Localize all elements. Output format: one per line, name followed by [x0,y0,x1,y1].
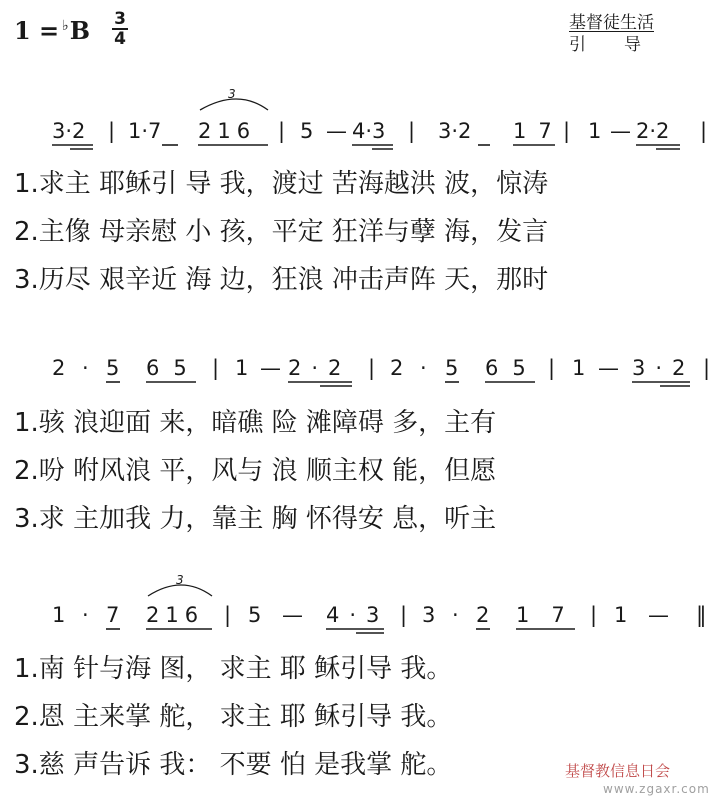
dash: — [282,603,303,627]
final-barline: ‖ [696,603,707,627]
note: 1 [572,356,586,380]
lyric-verse-1-line-2: 1.骇 浪迎面 来，暗礁 险 滩障碍 多，主有 [14,408,497,438]
barline: | [408,119,416,143]
note-group: 3·2 [438,119,472,143]
note: 2 [390,356,404,380]
lyric-verse-2-line-3: 2.恩 主来掌 舵， 求主 耶 稣引导 我。 [14,702,453,732]
notation-line-3 [52,573,707,633]
barline: | [108,119,116,143]
key-signature: 1 = ♭B [14,16,91,45]
notation-line-1 [52,87,707,149]
dash: — [610,119,631,143]
lyric-verse-1-line-3: 1.南 针与海 图， 求主 耶 稣引导 我。 [14,654,453,684]
note-group: 1·7 [128,119,162,143]
note: 5 [106,356,120,380]
note-group: 216 [146,603,205,627]
barline: | [368,356,376,380]
lyric-verse-2-line-1: 2.主像 母亲慰 小 孩，平定 狂洋与孽 海，发言 [14,217,549,247]
barline: | [400,603,408,627]
credit-role: 引导 [569,35,679,55]
watermark-text: 基督教信息日会 [565,762,671,780]
note: 2 [52,356,66,380]
note: 3 [422,603,436,627]
lyric-verse-3-line-1: 3.历尽 艰辛近 海 边，狂浪 冲击声阵 天，那时 [14,265,549,295]
note: 1 [588,119,602,143]
barline: | [563,119,571,143]
dot: · [420,356,427,380]
note-group: 4·3 [352,119,386,143]
note: 7 [106,603,120,627]
note: 2 [476,603,490,627]
barline: | [590,603,598,627]
time-signature: 3 4 [112,10,128,48]
note-group: 65 [485,356,540,380]
dash: — [326,119,347,143]
note: 1 [52,603,66,627]
song-category: 基督徒生活 [569,13,654,33]
barline: | [703,356,711,380]
watermark-url: www.zgaxr.com [603,782,710,796]
note-group: 17 [513,119,564,143]
note: 1 [614,603,628,627]
note-group: 3·2 [632,356,696,380]
barline: | [224,603,232,627]
note: 1 [235,356,249,380]
dash: — [260,356,281,380]
dot: · [452,603,459,627]
note: 5 [248,603,262,627]
lyric-verse-2-line-2: 2.吩 咐风浪 平，风与 浪 顺主权 能，但愿 [14,456,497,486]
dash: — [648,603,669,627]
note: 5 [300,119,314,143]
barline: | [548,356,556,380]
triplet-label: 3 [228,87,236,101]
lyric-verse-1-line-1: 1.求主 耶稣引 导 我，渡过 苦海越洪 波，惊涛 [14,169,549,199]
barline: | [212,356,220,380]
barline: | [278,119,286,143]
dot: · [82,603,89,627]
dot: · [82,356,89,380]
note-group: 3·2 [52,119,86,143]
dash: — [598,356,619,380]
notation-line-2 [52,356,710,386]
triplet-label: 3 [176,573,184,587]
note-group: 17 [516,603,587,627]
note-group: 216 [198,119,257,143]
note-group: 2·2 [636,119,670,143]
lyric-verse-3-line-3: 3.慈 声告诉 我： 不要 怕 是我掌 舵。 [14,750,453,780]
lyric-verse-3-line-2: 3.求 主加我 力，靠主 胸 怀得安 息，听主 [14,504,497,534]
note-group: 65 [146,356,201,380]
note-group: 4·3 [326,603,390,627]
note: 5 [445,356,459,380]
note-group: 2·2 [288,356,352,380]
barline: | [700,119,708,143]
